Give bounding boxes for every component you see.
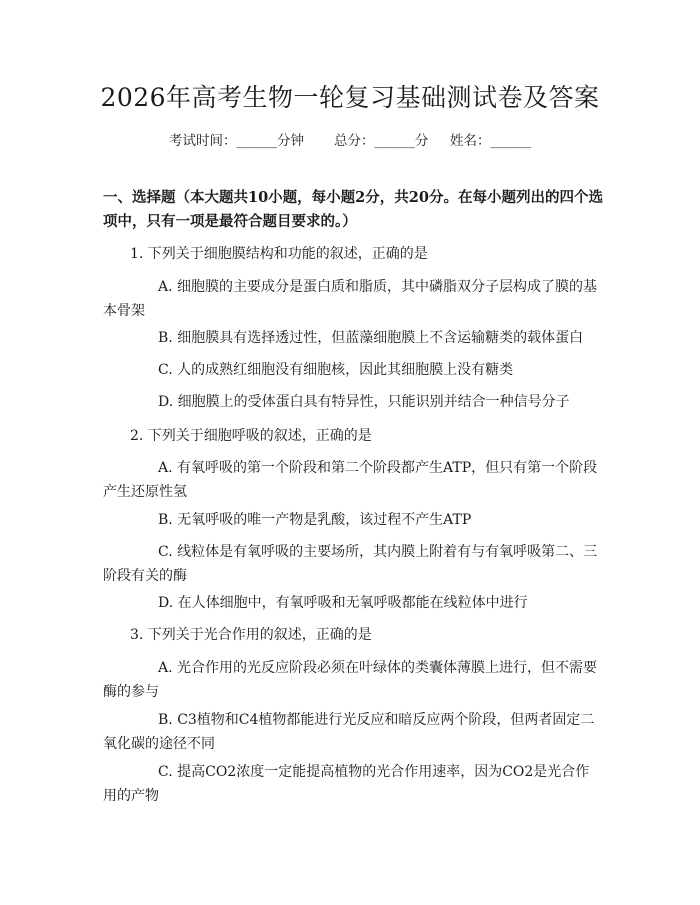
question-3-stem: 3. 下列关于光合作用的叙述，正确的是 — [130, 627, 372, 643]
question-1-option-a: A. 细胞膜的主要成分是蛋白质和脂质，其中磷脂双分子层构成了膜的基本骨架 — [103, 279, 598, 319]
question-3-option-b: B. C3植物和C4植物都能进行光反应和暗反应两个阶段，但两者固定二氧化碳的途径不同 — [103, 712, 595, 752]
score-label: 总分： — [334, 133, 375, 149]
time-label: 考试时间： — [168, 133, 237, 149]
time-blank: ______ — [236, 133, 277, 149]
page-title: 2026年高考生物一轮复习基础测试卷及答案 — [100, 83, 600, 112]
question-2-option-d: D. 在人体细胞中，有氧呼吸和无氧呼吸都能在线粒体中进行 — [158, 595, 528, 611]
question-1-option-d: D. 细胞膜上的受体蛋白具有特异性，只能识别并结合一种信号分子 — [158, 394, 570, 410]
question-2-option-b: B. 无氧呼吸的唯一产物是乳酸，该过程不产生ATP — [158, 512, 472, 528]
question-1-option-b: B. 细胞膜具有选择透过性，但蓝藻细胞膜上不含运输糖类的载体蛋白 — [158, 330, 584, 346]
question-2-option-c: C. 线粒体是有氧呼吸的主要场所，其内膜上附着有与有氧呼吸第二、三阶段有关的酶 — [103, 544, 598, 584]
name-label: 姓名： — [450, 133, 491, 149]
name-blank: ______ — [490, 133, 531, 149]
time-unit: 分钟 — [276, 133, 304, 149]
question-1-option-c: C. 人的成熟红细胞没有细胞核，因此其细胞膜上没有糖类 — [158, 362, 514, 378]
question-3-option-c: C. 提高CO2浓度一定能提高植物的光合作用速率，因为CO2是光合作用的产物 — [103, 764, 590, 804]
question-2-option-a: A. 有氧呼吸的第一个阶段和第二个阶段都产生ATP，但只有第一个阶段产生还原性氢 — [103, 460, 598, 500]
question-2-stem: 2. 下列关于细胞呼吸的叙述，正确的是 — [130, 428, 372, 444]
score-unit: 分 — [415, 133, 429, 149]
score-blank: ______ — [374, 133, 416, 149]
question-3-option-a: A. 光合作用的光反应阶段必须在叶绿体的类囊体薄膜上进行，但不需要酶的参与 — [103, 660, 598, 700]
exam-info-line — [0, 130, 700, 152]
section-heading: 一、选择题（本大题共10小题，每小题2分，共20分。在每小题列出的四个选项中，只有一项是最符合题目要求的。） — [103, 189, 603, 230]
question-1-stem: 1. 下列关于细胞膜结构和功能的叙述，正确的是 — [130, 246, 428, 262]
